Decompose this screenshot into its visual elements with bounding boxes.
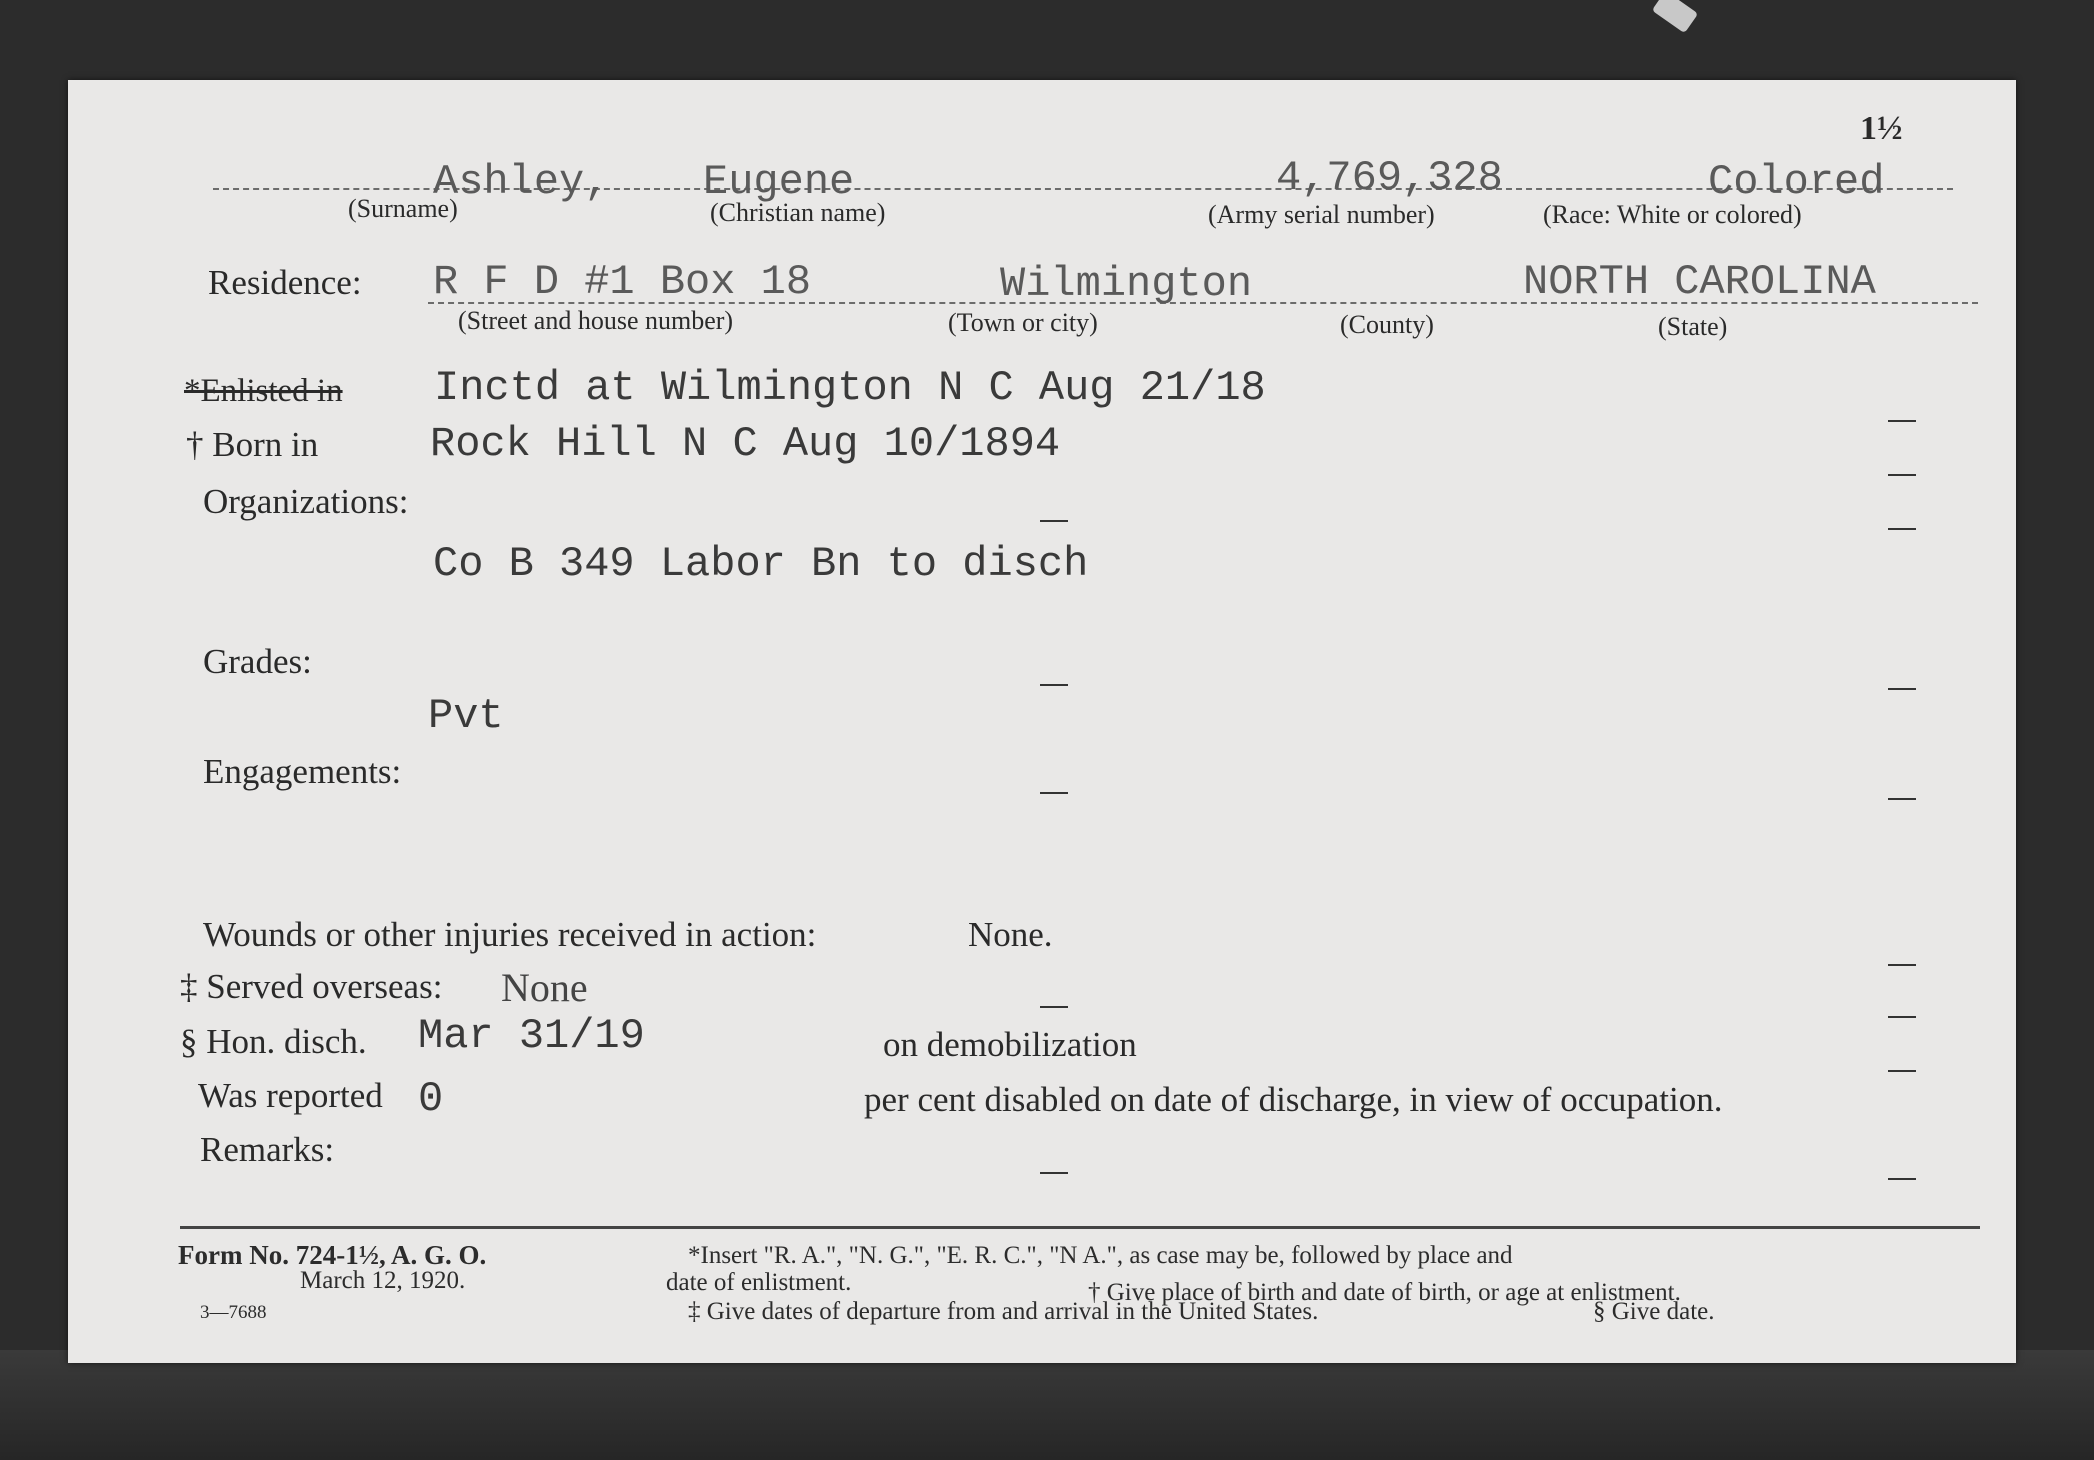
wounds-label: Wounds or other injuries received in action: <box>203 915 817 954</box>
tick-mark <box>1888 528 1916 530</box>
tick-mark <box>1888 1016 1916 1018</box>
footer-note-overseas: ‡ Give dates of departure from and arrival in the United States. <box>688 1298 1319 1325</box>
residence-town-value: Wilmington <box>1000 260 1253 308</box>
background-edge <box>0 1350 2094 1460</box>
residence-label: Residence: <box>208 263 362 302</box>
footer-note-enlisted: *Insert "R. A.", "N. G.", "E. R. C.", "N A.", as case may be, followed by place and <box>688 1242 1513 1269</box>
discharge-reason: on demobilization <box>883 1025 1137 1064</box>
surname-value: Ashley, <box>433 158 610 206</box>
tick-mark <box>1040 520 1068 522</box>
christian-name-caption: (Christian name) <box>710 198 886 227</box>
born-label: † Born in <box>186 425 319 464</box>
race-value: Colored <box>1708 158 1885 206</box>
race-caption: (Race: White or colored) <box>1543 200 1802 229</box>
discharge-label: § Hon. disch. <box>180 1022 367 1061</box>
engagements-label: Engagements: <box>203 752 402 791</box>
surname-caption: (Surname) <box>348 194 458 223</box>
tick-mark <box>1888 1070 1916 1072</box>
tick-mark <box>1040 1006 1068 1008</box>
street-caption: (Street and house number) <box>458 306 734 335</box>
tick-mark <box>1888 420 1916 422</box>
grades-label: Grades: <box>203 642 312 681</box>
tick-mark <box>1888 964 1916 966</box>
tick-mark <box>1040 792 1068 794</box>
serial-number-caption: (Army serial number) <box>1208 200 1435 229</box>
wounds-value: None. <box>968 915 1053 954</box>
overseas-value: None <box>501 965 588 1010</box>
state-caption: (State) <box>1658 312 1728 341</box>
overseas-label: ‡ Served overseas: <box>180 967 443 1006</box>
born-value: Rock Hill N C Aug 10/1894 <box>430 420 1061 468</box>
form-number: Form No. 724-1½, A. G. O. <box>178 1240 487 1270</box>
serial-number-value: 4,769,328 <box>1276 154 1503 202</box>
tick-mark <box>1040 684 1068 686</box>
tick-mark <box>1888 474 1916 476</box>
footer-rule <box>180 1226 1980 1229</box>
tick-mark <box>1888 1178 1916 1180</box>
reported-value: 0 <box>418 1075 444 1123</box>
enlisted-value: Inctd at Wilmington N C Aug 21/18 <box>434 364 1266 412</box>
enlisted-label: *Enlisted in <box>184 373 343 409</box>
organizations-label: Organizations: <box>203 482 409 521</box>
tick-mark <box>1888 688 1916 690</box>
discharge-date: Mar 31/19 <box>418 1012 645 1060</box>
tick-mark <box>1040 1172 1068 1174</box>
scanner-clip-mark <box>1652 0 1699 33</box>
residence-street-value: R F D #1 Box 18 <box>433 258 812 306</box>
christian-name-value: Eugene <box>703 158 855 206</box>
reported-suffix: per cent disabled on date of discharge, in view of occupation. <box>864 1080 1723 1119</box>
form-date: March 12, 1920. <box>300 1267 466 1294</box>
grades-value: Pvt <box>428 692 504 740</box>
footer-note-birth: † Give place of birth and date of birth, or age at enlistment. <box>1088 1279 1681 1306</box>
organizations-value: Co B 349 Labor Bn to disch <box>433 540 1089 588</box>
page-number: 1½ <box>1860 110 1903 147</box>
remarks-label: Remarks: <box>200 1130 335 1169</box>
footer-note-enlisted-2: date of enlistment. <box>666 1269 852 1296</box>
footer-note-discharge: § Give date. <box>1593 1298 1715 1325</box>
residence-state-value: NORTH CAROLINA <box>1523 258 1876 306</box>
county-caption: (County) <box>1340 310 1434 339</box>
tick-mark <box>1888 798 1916 800</box>
town-caption: (Town or city) <box>948 308 1098 337</box>
print-code: 3—7688 <box>200 1302 267 1323</box>
service-record-card <box>68 80 2016 1363</box>
reported-label: Was reported <box>198 1076 383 1115</box>
